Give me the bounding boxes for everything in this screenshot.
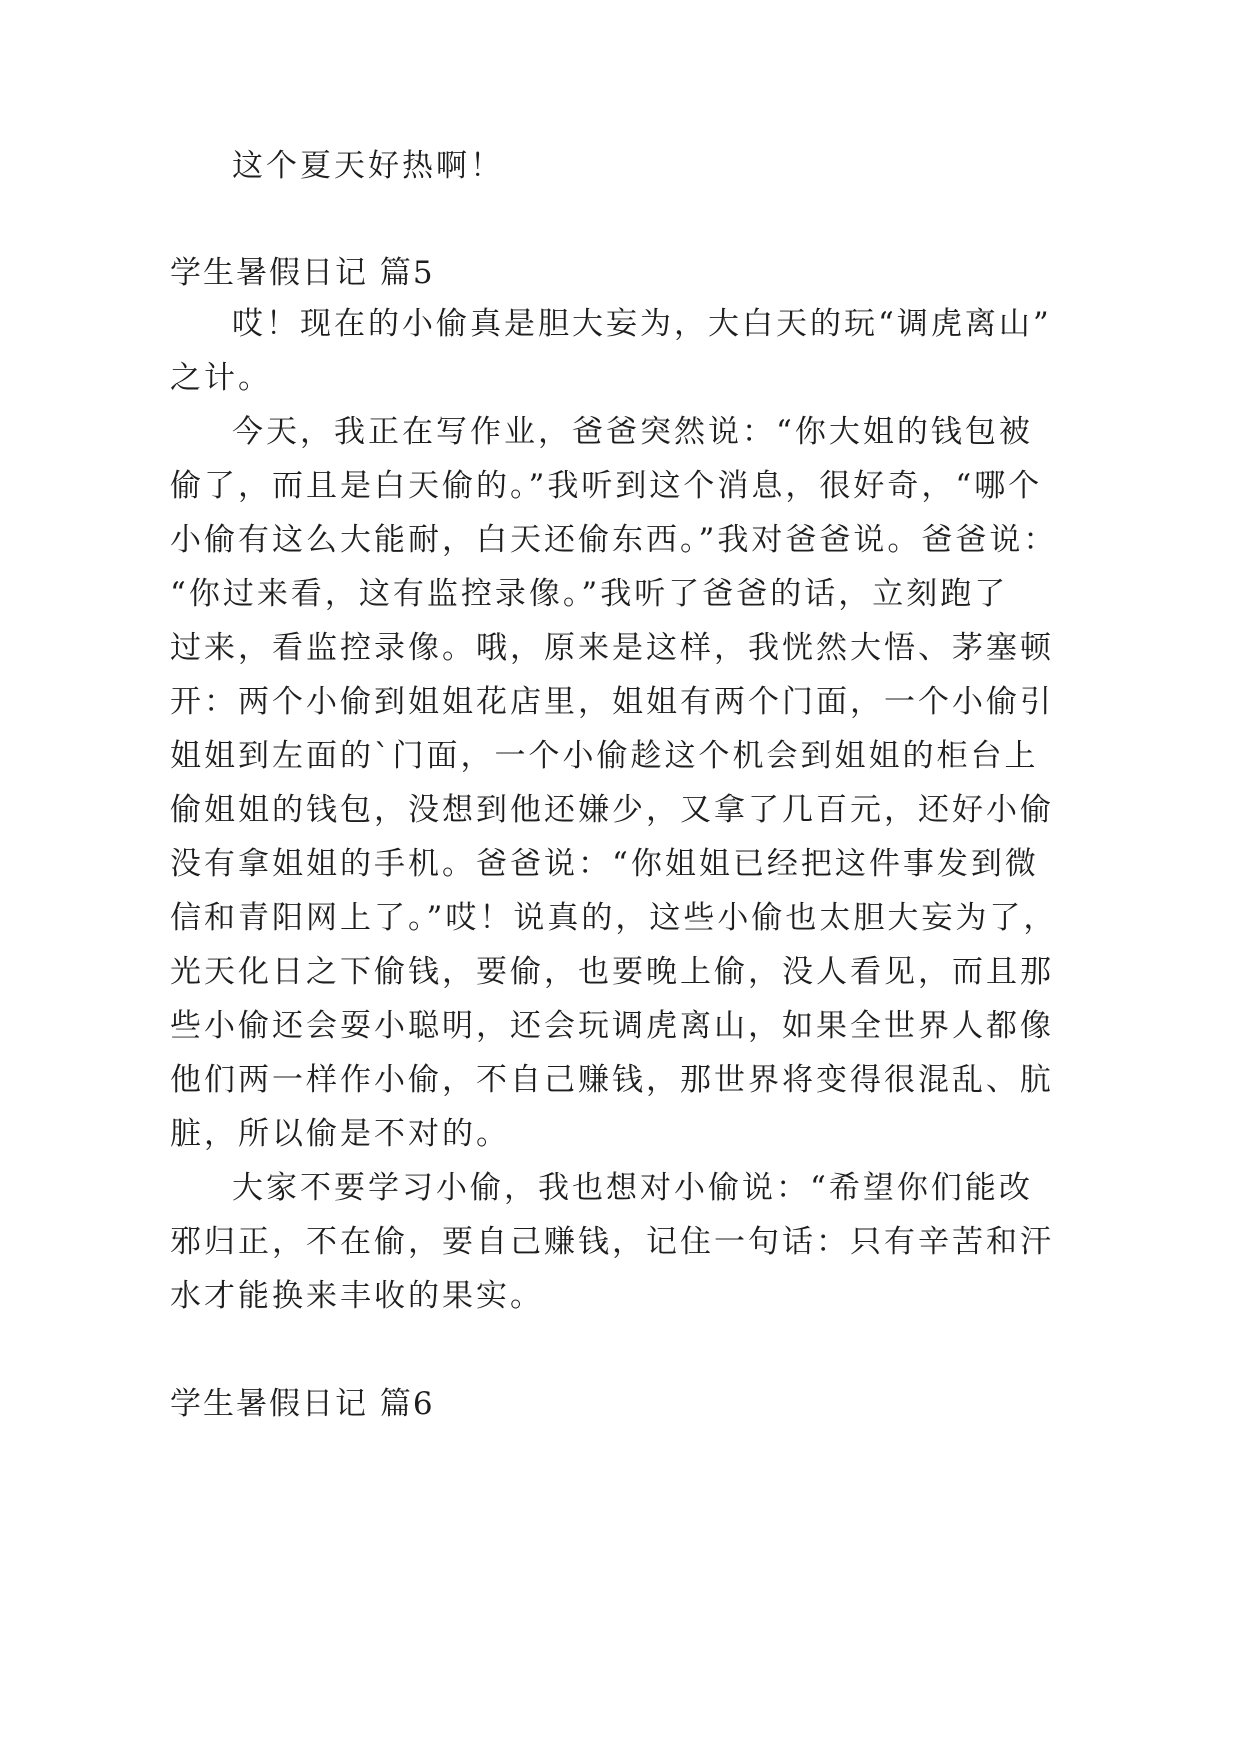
paragraph-line: 偷姐姐的钱包，没想到他还嫌少，又拿了几百元，还好小偷 [170,792,1054,828]
paragraph-line: 之计。 [170,360,272,396]
paragraph-line: 些小偷还会耍小聪明，还会玩调虎离山，如果全世界人都像 [170,1008,1054,1044]
paragraph-line: 水才能换来丰收的果实。 [170,1278,544,1314]
paragraph-line: 小偷有这么大能耐，白天还偷东西。”我对爸爸说。爸爸说： [170,522,1058,558]
paragraph-line: 今天，我正在写作业，爸爸突然说：“你大姐的钱包被 [232,414,1033,450]
paragraph-line: “你过来看，这有监控录像。”我听了爸爸的话，立刻跑了 [170,576,1009,612]
paragraph-line: 大家不要学习小偷，我也想对小偷说：“希望你们能改 [232,1170,1033,1206]
paragraph-line: 哎！现在的小偷真是胆大妄为，大白天的玩“调虎离山” [232,306,1052,342]
paragraph-line: 光天化日之下偷钱，要偷，也要晚上偷，没人看见，而且那 [170,954,1054,990]
paragraph-line: 邪归正，不在偷，要自己赚钱，记住一句话：只有辛苦和汗 [170,1224,1054,1260]
paragraph-line: 开：两个小偷到姐姐花店里，姐姐有两个门面，一个小偷引 [170,684,1054,720]
paragraph-line: 过来，看监控录像。哦，原来是这样，我恍然大悟、茅塞顿 [170,630,1054,666]
section-6-heading: 学生暑假日记 篇6 [170,1386,435,1422]
paragraph-line: 偷了，而且是白天偷的。”我听到这个消息，很好奇，“哪个 [170,468,1043,504]
paragraph-line: 脏，所以偷是不对的。 [170,1116,510,1152]
paragraph-line: 他们两一样作小偷，不自己赚钱，那世界将变得很混乱、肮 [170,1062,1054,1098]
paragraph-line: 没有拿姐姐的手机。爸爸说：“你姐姐已经把这件事发到微 [170,846,1039,882]
section-5-heading: 学生暑假日记 篇5 [170,255,435,291]
paragraph-line: 姐姐到左面的`门面，一个小偷趁这个机会到姐姐的柜台上 [170,738,1039,774]
paragraph-line: 信和青阳网上了。”哎！说真的，这些小偷也太胆大妄为了， [170,900,1058,936]
closing-line: 这个夏天好热啊！ [232,148,504,184]
